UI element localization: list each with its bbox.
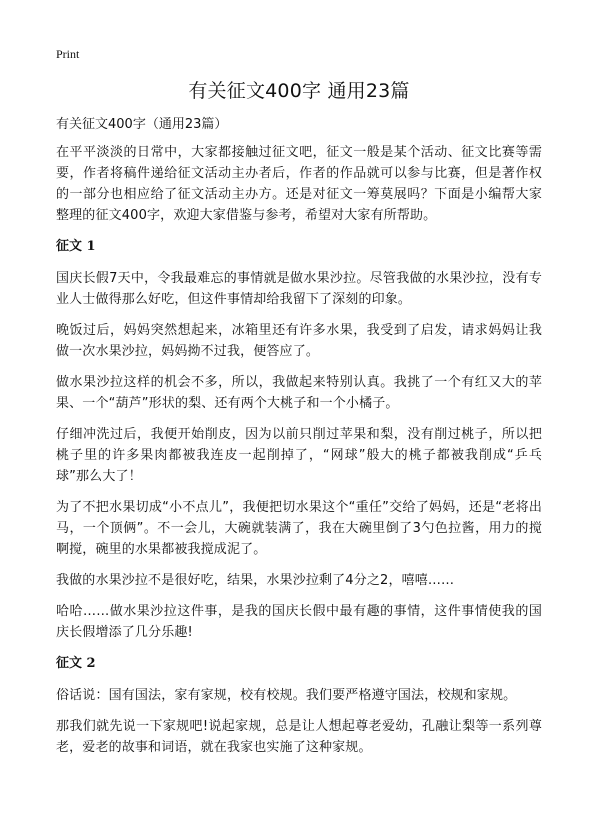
section-1-paragraph-1: 国庆长假7天中，令我最难忘的事情就是做水果沙拉。尽管我做的水果沙拉，没有专业人士做得那么好吃，但这件事情却给我留下了深刻的印象。 (56, 271, 542, 307)
section-1-paragraph-4: 仔细冲洗过后，我便开始削皮，因为以前只削过苹果和梨，没有削过桃子，所以把桃子里的许多果肉都被我连皮一起削掉了，“网球”般大的桃子都被我削成“乒乓球”那么大了！ (56, 427, 542, 484)
section-1-paragraph-5: 为了不把水果切成“小不点儿”，我便把切水果这个“重任”交给了妈妈，还是“老将出马，一个顶俩”。不一会儿，大碗就装满了，我在大碗里倒了3勺色拉酱，用力的搅啊搅，碗里的水果都被我搅成泥了。 (56, 500, 542, 557)
section-1-paragraph-3: 做水果沙拉这样的机会不多，所以，我做起来特别认真。我挑了一个有红又大的苹果、一个“葫芦”形状的梨、还有两个大桃子和一个小橘子。 (56, 375, 542, 411)
section-1-paragraph-7: 哈哈……做水果沙拉这件事，是我的国庆长假中最有趣的事情，这件事情使我的国庆长假增添了几分乐趣! (56, 604, 542, 640)
section-2-paragraph-2: 那我们就先说一下家规吧!说起家规，总是让人想起尊老爱幼，孔融让梨等一系列尊老，爱老的故事和词语，就在我家也实施了这种家规。 (56, 719, 542, 755)
section-1-paragraph-6: 我做的水果沙拉不是很好吃，结果，水果沙拉剩了4分之2，嘻嘻…… (56, 573, 455, 588)
section-1-paragraph-2: 晚饭过后，妈妈突然想起来，冰箱里还有许多水果，我受到了启发，请求妈妈让我做一次水果沙拉，妈妈拗不过我，便答应了。 (56, 323, 542, 359)
section-2-paragraph-1: 俗话说：国有国法，家有家规，校有校规。我们要严格遵守国法，校规和家规。 (56, 688, 517, 703)
document-subtitle: 有关征文400字（通用23篇） (56, 117, 228, 132)
page-title: 有关征文400字 通用23篇 (188, 80, 410, 102)
section-heading-1: 征文 1 (56, 239, 96, 254)
intro-paragraph: 在平平淡淡的日常中，大家都接触过征文吧，征文一般是某个活动、征文比赛等需要，作者将稿件递给征文活动主办者后，作者的作品就可以参与比赛，但是著作权的一部分也相应给了征文活动主办方。还是对征文一筹莫展吗？下面是小编帮大家整理的征文400字，欢迎大家借鉴与参考，希望对大家有所帮助。 (56, 145, 542, 223)
print-link[interactable]: Print (56, 47, 80, 61)
section-heading-2: 征文 2 (56, 656, 96, 671)
